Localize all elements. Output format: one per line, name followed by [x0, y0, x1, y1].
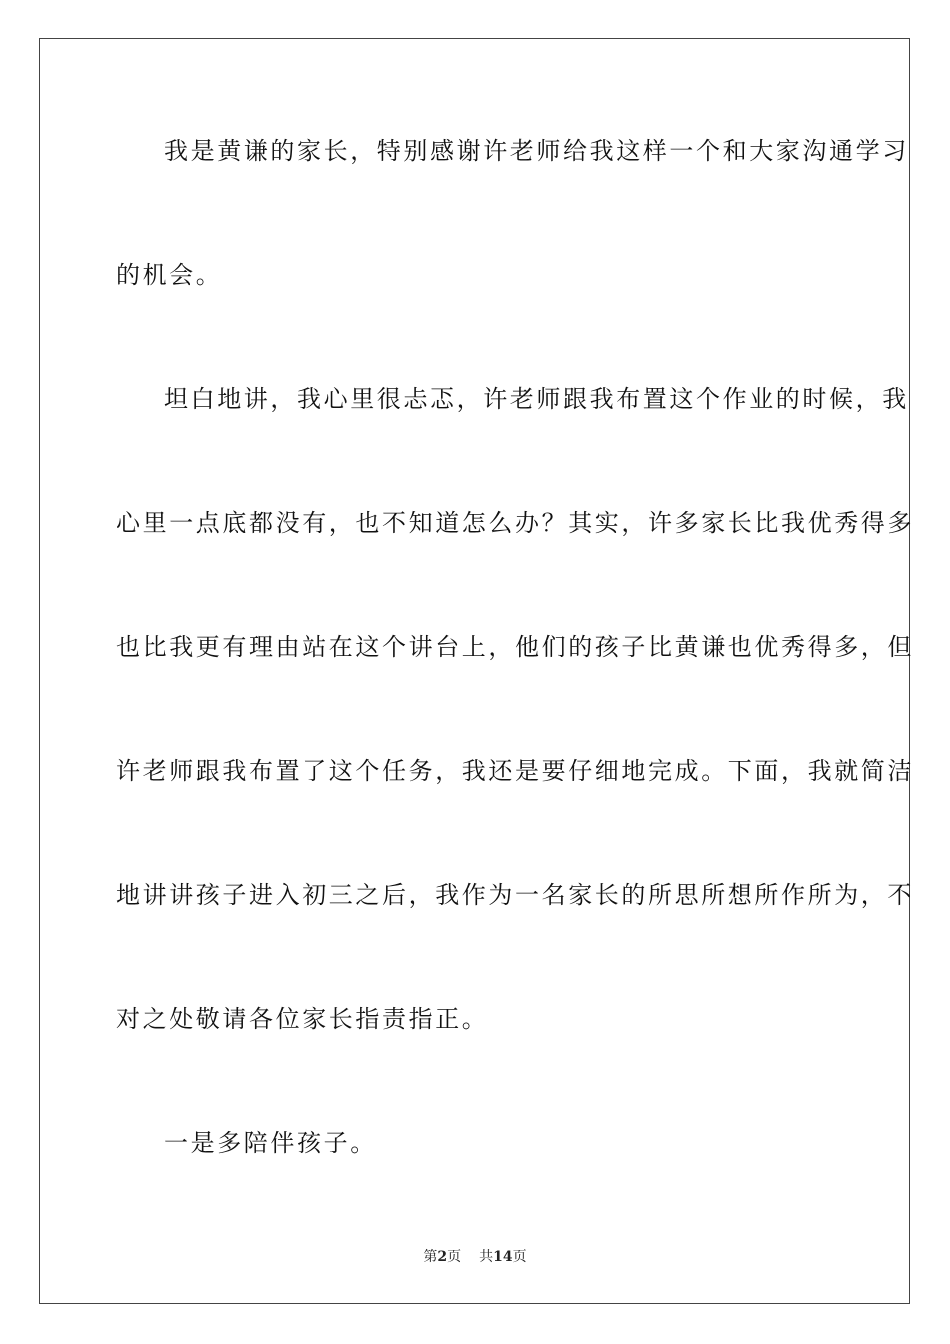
footer-page-current: 2 — [437, 1249, 448, 1265]
paragraph-2-line-2: 心里一点底都没有，也不知道怎么办？其实，许多家长比我优秀得多 — [116, 509, 914, 537]
footer-page-prefix: 第 — [423, 1249, 438, 1265]
paragraph-2-line-1: 坦白地讲，我心里很忐忑，许老师跟我布置这个作业的时候，我 — [164, 385, 909, 413]
paragraph-1-line-1: 我是黄谦的家长，特别感谢许老师给我这样一个和大家沟通学习 — [164, 137, 909, 165]
footer-page-suffix: 页 — [447, 1249, 462, 1265]
paragraph-2-line-6: 对之处敬请各位家长指责指正。 — [116, 1005, 489, 1033]
footer-page-total: 14 — [493, 1249, 513, 1265]
paragraph-2-line-3: 也比我更有理由站在这个讲台上，他们的孩子比黄谦也优秀得多，但 — [116, 633, 914, 661]
footer-total-prefix: 共 — [479, 1249, 494, 1265]
footer-total-suffix: 页 — [512, 1249, 527, 1265]
paragraph-1-line-2: 的机会。 — [116, 261, 223, 289]
page-border — [39, 38, 914, 1304]
paragraph-2-line-4: 许老师跟我布置了这个任务，我还是要仔细地完成。下面，我就简洁 — [116, 757, 914, 785]
paragraph-3-line-1: 一是多陪伴孩子。 — [164, 1129, 377, 1157]
page-footer — [0, 1248, 950, 1266]
paragraph-2-line-5: 地讲讲孩子进入初三之后，我作为一名家长的所思所想所作所为，不 — [116, 881, 914, 909]
